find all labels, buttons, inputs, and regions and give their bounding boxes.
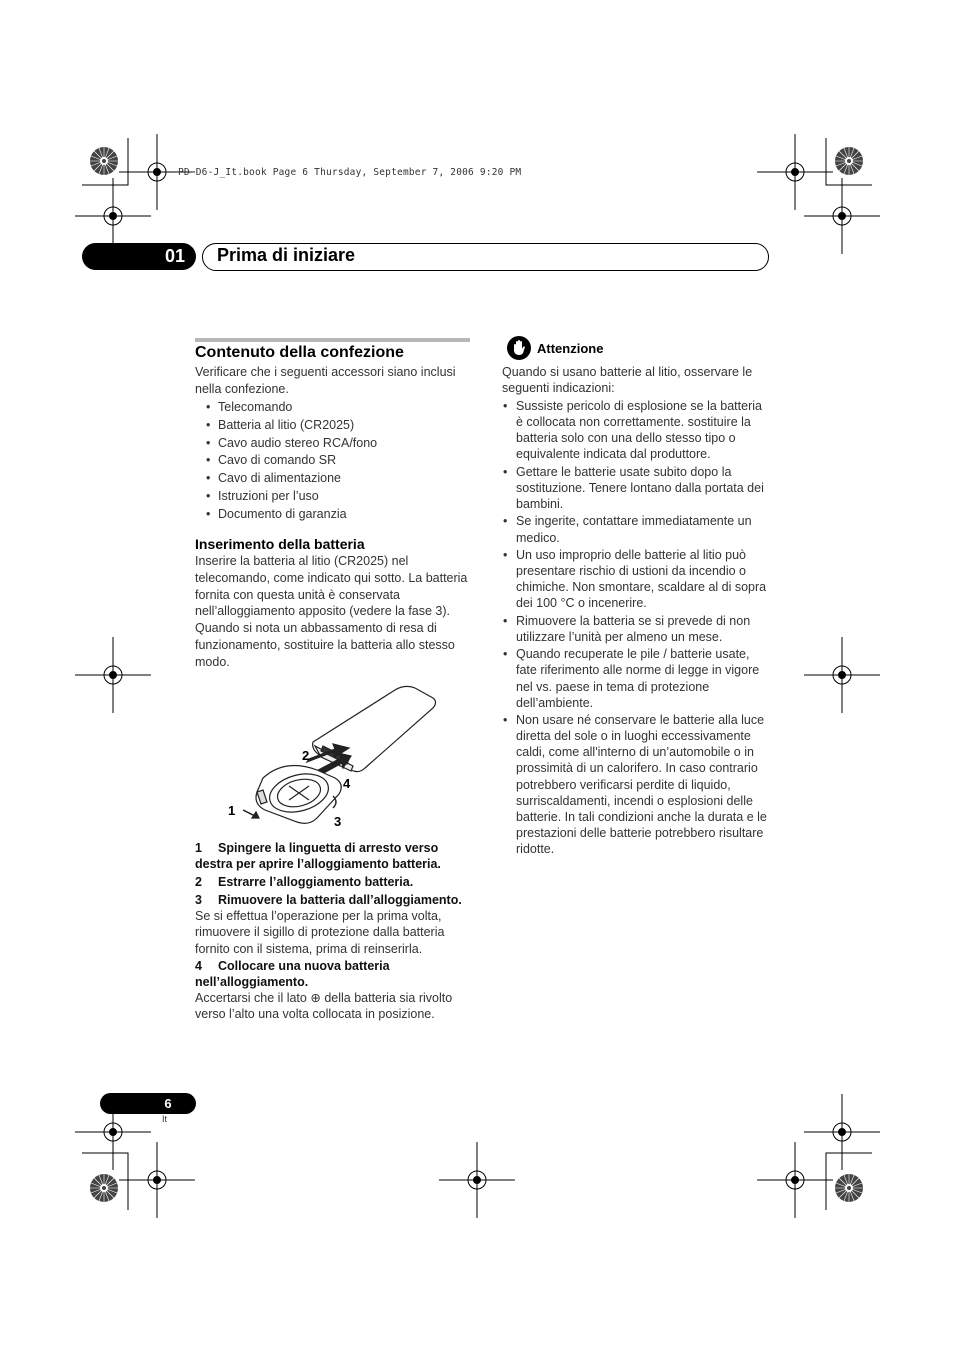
- list-item: • Gettare le batterie usate subito dopo la sostituzione. Tenere lontano dalla portata dei bambini.: [502, 464, 770, 512]
- list-item: • Cavo audio stereo RCA/fono: [195, 435, 470, 453]
- step-1: 1 Spingere la linguetta di arresto verso destra per aprire l’alloggiamento batteria.: [195, 841, 441, 871]
- battery-text: Inserire la batteria al litio (CR2025) nel telecomando, come indicato qui sotto. La batteria fornita con questa unità è conservata nell’alloggiamento apposito (vedere la fase 3). Quando si nota un abbassamento di resa di funzionamento, sostituire la batteria allo stesso modo.: [195, 554, 468, 669]
- battery-heading: Inserimento della batteria: [195, 536, 365, 552]
- page-language: It: [162, 1114, 168, 1124]
- page-number-badge: [100, 1093, 196, 1114]
- step-4: 4 Collocare una nuova batteria nell’alloggiamento.: [195, 958, 390, 989]
- list-item: • Batteria al litio (CR2025): [195, 417, 470, 435]
- file-info: PD-D6-J_It.book Page 6 Thursday, September 7, 2006 9:20 PM: [178, 167, 522, 178]
- section-rule: [195, 338, 470, 342]
- list-item: • Se ingerite, contattare immediatamente un medico.: [502, 513, 770, 545]
- contents-section: [195, 344, 470, 524]
- list-item: • Rimuovere la batteria se si prevede di non utilizzare l’unità per almeno un mese.: [502, 613, 770, 645]
- figure-label: 4: [343, 776, 351, 791]
- contents-heading: Contenuto della confezione: [195, 344, 404, 361]
- contents-intro: Verificare che i seguenti accessori siano inclusi nella confezione.: [195, 365, 456, 396]
- list-item: • Quando recuperate le pile / batterie usate, fate riferimento alle norme di legge in vigore nel vs. paese in tema di protezione dell’ambiente.: [502, 646, 770, 710]
- battery-steps: [195, 840, 475, 1022]
- step-3: 3 Rimuovere la batteria dall’alloggiamento.: [195, 893, 462, 907]
- list-item: • Un uso improprio delle batterie al litio può presentare rischio di ustioni da incendio o chimiche. Non smontare, scaldare al di sopra dei 100 °C o incenerire.: [502, 547, 770, 611]
- figure-label: 2: [302, 748, 310, 763]
- caution-intro: Quando si usano batterie al litio, osservare le seguenti indicazioni:: [502, 365, 753, 395]
- figure-label: 1: [228, 803, 236, 818]
- figure-label: 3: [334, 814, 342, 829]
- caution-hand-icon: [507, 336, 531, 360]
- list-item: • Documento di garanzia: [195, 506, 470, 524]
- list-item: • Istruzioni per l’uso: [195, 488, 470, 506]
- chapter-title: Prima di iniziare: [217, 245, 356, 265]
- battery-insertion-illustration: [225, 680, 455, 830]
- step-4-note: Accertarsi che il lato ⊕ della batteria sia rivolto verso l’alto una volta collocata in posizione.: [195, 990, 453, 1022]
- battery-section: [195, 536, 470, 671]
- caution-section: [502, 364, 770, 858]
- list-item: • Telecomando: [195, 399, 470, 417]
- plus-symbol: ⊕: [310, 990, 321, 1005]
- accessory-list: [195, 399, 470, 524]
- chapter-number: 01: [164, 246, 186, 266]
- step-2: 2 Estrarre l’alloggiamento batteria.: [195, 875, 414, 889]
- list-item: • Non usare né conservare le batterie alla luce diretta del sole o in luoghi eccessivamente caldi, come all'interno di un’automobile o in prossimità di un calorifero. In caso contrario potrebbero verificarsi perdite di liquido, surriscaldamenti, incendi o esplosioni delle batterie. In tali condizioni anche la durata e le prestazioni delle batterie potrebbero risultare ridotte.: [502, 712, 770, 857]
- caution-list: [502, 398, 770, 857]
- list-item: • Cavo di alimentazione: [195, 470, 470, 488]
- page-number: 6: [164, 1096, 172, 1111]
- step-3-note: Se si effettua l’operazione per la prima volta, rimuovere il sigillo di protezione dalla batteria fornito con il sistema, prima di reinserirla.: [195, 909, 445, 956]
- caution-title: Attenzione: [537, 341, 604, 356]
- list-item: • Cavo di comando SR: [195, 452, 470, 470]
- list-item: • Sussiste pericolo di esplosione se la batteria è collocata non correttamente. sostituire la batteria solo con una dello stesso tipo o equivalente indicata dal produttore.: [502, 398, 770, 462]
